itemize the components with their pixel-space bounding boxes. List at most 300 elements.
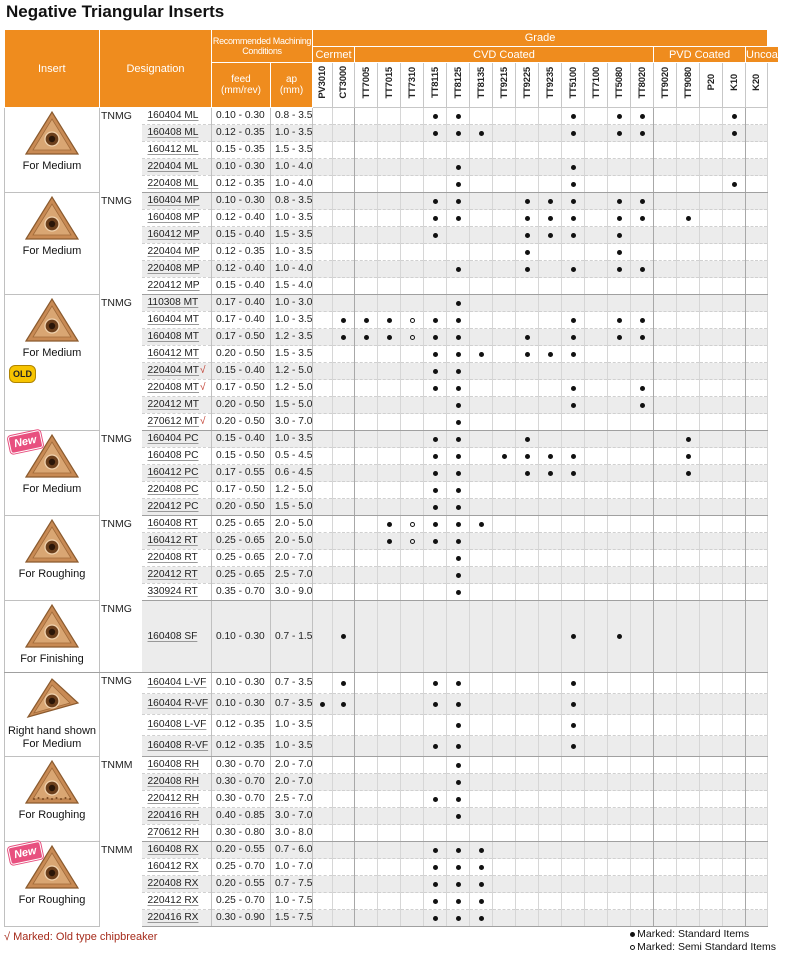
grade-cell <box>470 108 493 125</box>
grade-cell <box>493 715 516 736</box>
grade-cell <box>401 363 424 380</box>
designation-code: 160408 L-VF <box>147 719 207 730</box>
grade-cell <box>562 414 585 431</box>
standard-item-dot-icon <box>433 216 438 221</box>
standard-item-dot-icon <box>525 267 530 272</box>
grade-cell <box>313 601 333 673</box>
grade-cell <box>654 125 677 142</box>
grade-cell <box>401 465 424 482</box>
grade-label: K10 <box>728 74 740 91</box>
ap-cell: 0.7 - 6.0 <box>271 842 313 859</box>
grade-cell <box>539 397 562 414</box>
grade-cell <box>447 142 470 159</box>
grade-cell <box>470 363 493 380</box>
feed-cell: 0.20 - 0.55 <box>212 842 271 859</box>
grade-cell <box>562 859 585 876</box>
grade-cell <box>493 516 516 533</box>
grade-column-header <box>631 63 654 108</box>
grade-cell <box>654 431 677 448</box>
designation-cell <box>142 791 212 808</box>
grade-cell <box>401 125 424 142</box>
grade-cell <box>493 893 516 910</box>
grade-cell <box>562 210 585 227</box>
grade-cell <box>562 808 585 825</box>
grade-cell <box>654 210 677 227</box>
grade-cell <box>746 278 768 295</box>
grade-cell <box>631 791 654 808</box>
grade-cell <box>631 448 654 465</box>
grade-cell <box>493 774 516 791</box>
designation-cell <box>142 465 212 482</box>
grade-cell <box>677 346 700 363</box>
grade-cell <box>424 448 447 465</box>
grade-column-header <box>424 63 447 108</box>
grade-cell <box>746 380 768 397</box>
grade-cell <box>355 859 378 876</box>
standard-item-dot-icon <box>479 848 484 853</box>
standard-item-dot-icon <box>433 386 438 391</box>
grade-cell <box>608 736 631 757</box>
grade-cell <box>493 125 516 142</box>
grade-cell <box>516 159 539 176</box>
grade-cell <box>401 533 424 550</box>
standard-item-dot-icon <box>456 522 461 527</box>
grade-cell <box>608 363 631 380</box>
grade-cell <box>585 346 608 363</box>
grade-cell <box>355 516 378 533</box>
grade-cell <box>313 431 333 448</box>
grade-cell <box>516 715 539 736</box>
grade-cell <box>631 142 654 159</box>
grade-cell <box>539 482 562 499</box>
grade-cell <box>677 431 700 448</box>
grade-cell <box>539 108 562 125</box>
designation-cell <box>142 757 212 774</box>
standard-item-dot-icon <box>479 865 484 870</box>
insert-column-header: Insert <box>5 30 100 108</box>
grade-cell <box>539 329 562 346</box>
grade-column-header <box>585 63 608 108</box>
grade-cell <box>401 482 424 499</box>
grade-cell <box>313 261 333 278</box>
grade-cell <box>723 176 746 193</box>
grade-cell <box>378 278 401 295</box>
feed-cell: 0.25 - 0.65 <box>212 567 271 584</box>
grade-cell <box>378 584 401 601</box>
grade-cell <box>516 295 539 312</box>
grade-column-header <box>401 63 424 108</box>
grade-cell <box>313 694 333 715</box>
designation-code: 160408 RX <box>147 844 199 855</box>
grade-cell <box>677 893 700 910</box>
grade-column-header <box>723 63 746 108</box>
grade-cell <box>700 414 723 431</box>
ap-cell: 2.0 - 7.0 <box>271 550 313 567</box>
grade-cell <box>631 567 654 584</box>
grade-cell <box>677 499 700 516</box>
ap-cell: 0.7 - 1.5 <box>271 601 313 673</box>
grade-cell <box>470 533 493 550</box>
grade-cell <box>585 791 608 808</box>
grade-cell <box>333 465 355 482</box>
ap-cell: 1.2 - 5.0 <box>271 482 313 499</box>
grade-cell <box>313 715 333 736</box>
grade-cell <box>539 584 562 601</box>
grade-cell <box>608 397 631 414</box>
grade-cell <box>516 414 539 431</box>
grade-cell <box>470 346 493 363</box>
recommended-conditions-header: Recommended Machining Conditions <box>212 30 313 63</box>
grade-cell <box>493 295 516 312</box>
grade-cell <box>313 108 333 125</box>
grade-cell <box>355 533 378 550</box>
feed-cell: 0.15 - 0.50 <box>212 448 271 465</box>
grade-cell <box>516 482 539 499</box>
grade-cell <box>355 295 378 312</box>
grade-cell <box>608 482 631 499</box>
standard-item-dot-icon <box>433 916 438 921</box>
grade-cell <box>355 261 378 278</box>
grade-cell <box>424 694 447 715</box>
grade-cell <box>355 791 378 808</box>
grade-cell <box>585 601 608 673</box>
grade-cell <box>654 278 677 295</box>
grade-cell <box>723 715 746 736</box>
grade-cell <box>333 380 355 397</box>
grade-cell <box>333 774 355 791</box>
grade-cell <box>585 193 608 210</box>
grade-cell <box>424 108 447 125</box>
grade-cell <box>355 193 378 210</box>
feed-cell: 0.17 - 0.55 <box>212 465 271 482</box>
grade-cell <box>470 601 493 673</box>
grade-cell <box>677 516 700 533</box>
ap-cell: 1.0 - 7.0 <box>271 859 313 876</box>
grade-cell <box>631 673 654 694</box>
standard-item-dot-icon <box>548 471 553 476</box>
grade-cell <box>631 516 654 533</box>
grade-cell <box>677 876 700 893</box>
grade-cell <box>516 736 539 757</box>
grade-cell <box>401 825 424 842</box>
designation-cell <box>142 694 212 715</box>
grade-cell <box>562 193 585 210</box>
feed-cell: 0.10 - 0.30 <box>212 159 271 176</box>
standard-item-dot-icon <box>571 454 576 459</box>
grade-cell <box>333 842 355 859</box>
grade-cell <box>608 210 631 227</box>
grade-cell <box>493 499 516 516</box>
grade-cell <box>313 193 333 210</box>
grade-cell <box>631 227 654 244</box>
standard-item-dot-icon <box>387 335 392 340</box>
grade-cell <box>424 159 447 176</box>
grade-cell <box>516 448 539 465</box>
grade-column-header <box>493 63 516 108</box>
standard-item-dot-icon <box>640 267 645 272</box>
feed-cell: 0.12 - 0.40 <box>212 261 271 278</box>
grade-cell <box>608 694 631 715</box>
grade-cell <box>333 363 355 380</box>
grade-cell <box>333 448 355 465</box>
insert-cell <box>5 108 100 193</box>
feed-cell: 0.10 - 0.30 <box>212 673 271 694</box>
grade-cell <box>424 431 447 448</box>
feed-cell: 0.40 - 0.85 <box>212 808 271 825</box>
grade-cell <box>313 774 333 791</box>
grade-cell <box>470 295 493 312</box>
grade-cell <box>677 329 700 346</box>
feed-cell: 0.30 - 0.80 <box>212 825 271 842</box>
insert-cell <box>5 601 100 673</box>
grade-cell <box>746 673 768 694</box>
standard-item-dot-icon <box>640 318 645 323</box>
grade-cell <box>562 329 585 346</box>
grade-cell <box>378 859 401 876</box>
feed-cell: 0.17 - 0.50 <box>212 482 271 499</box>
designation-code: 160408 RT <box>147 518 198 529</box>
grade-cell <box>746 757 768 774</box>
grade-cell <box>401 694 424 715</box>
grade-cell <box>677 567 700 584</box>
grade-cell <box>424 414 447 431</box>
grade-cell <box>313 176 333 193</box>
grade-cell <box>424 567 447 584</box>
grade-cell <box>631 482 654 499</box>
standard-item-dot-icon <box>456 814 461 819</box>
designation-code: 160408 MT <box>147 331 200 342</box>
designation-cell <box>142 859 212 876</box>
standard-item-dot-icon <box>571 471 576 476</box>
grade-cell <box>677 125 700 142</box>
grade-cell <box>355 584 378 601</box>
grade-cell <box>677 380 700 397</box>
grade-label: TT9020 <box>659 66 671 99</box>
standard-item-dot-icon <box>571 403 576 408</box>
grade-label: TT8115 <box>429 66 441 98</box>
grade-cell <box>562 278 585 295</box>
designation-code: 160412 MT <box>147 348 200 359</box>
grade-cell <box>562 244 585 261</box>
grade-cell <box>608 193 631 210</box>
standard-item-dot-icon <box>548 199 553 204</box>
ap-cell: 1.0 - 3.5 <box>271 125 313 142</box>
grade-cell <box>378 380 401 397</box>
grade-cell <box>723 516 746 533</box>
grade-column-header <box>516 63 539 108</box>
grade-cell <box>723 465 746 482</box>
grade-cell <box>723 142 746 159</box>
feed-cell: 0.20 - 0.50 <box>212 397 271 414</box>
grade-cell <box>447 673 470 694</box>
standard-item-dot-icon <box>617 267 622 272</box>
grade-label: PV3010 <box>317 66 329 99</box>
grade-cell <box>631 736 654 757</box>
insert-cell <box>5 431 100 516</box>
grade-cell <box>677 584 700 601</box>
grade-cell <box>654 448 677 465</box>
ap-label: ap <box>285 74 298 85</box>
grade-cell <box>516 278 539 295</box>
standard-item-dot-icon <box>433 369 438 374</box>
grade-cell <box>378 159 401 176</box>
grade-cell <box>654 159 677 176</box>
grade-cell <box>493 736 516 757</box>
grade-cell <box>700 910 723 927</box>
designation-prefix: TNMG <box>100 295 142 431</box>
grade-cell <box>631 125 654 142</box>
grade-cell <box>654 516 677 533</box>
feed-cell: 0.12 - 0.40 <box>212 210 271 227</box>
standard-item-dot-icon <box>617 318 622 323</box>
standard-item-dot-icon <box>433 865 438 870</box>
grade-cell <box>654 842 677 859</box>
grade-cell <box>355 125 378 142</box>
designation-cell <box>142 825 212 842</box>
ap-cell: 0.8 - 3.5 <box>271 108 313 125</box>
grade-cell <box>516 363 539 380</box>
grade-cell <box>424 842 447 859</box>
grade-cell <box>470 159 493 176</box>
ap-cell: 1.5 - 3.5 <box>271 142 313 159</box>
standard-item-dot-icon <box>433 522 438 527</box>
grade-cell <box>424 736 447 757</box>
grade-cell <box>746 397 768 414</box>
standard-item-dot-icon <box>640 114 645 119</box>
grade-cell <box>608 125 631 142</box>
grade-cell <box>333 533 355 550</box>
grade-cell <box>424 380 447 397</box>
grade-cell <box>723 550 746 567</box>
standard-item-dot-icon <box>571 199 576 204</box>
designation-code: 160404 ML <box>147 110 199 121</box>
grade-cell <box>700 142 723 159</box>
grade-cell <box>631 876 654 893</box>
old-type-check-icon: √ <box>200 365 206 376</box>
grade-cell <box>631 380 654 397</box>
grade-cell <box>470 329 493 346</box>
grade-cell <box>493 825 516 842</box>
grade-cell <box>746 448 768 465</box>
designation-cell <box>142 584 212 601</box>
grade-cell <box>654 261 677 278</box>
grade-cell <box>401 757 424 774</box>
ap-cell: 0.8 - 3.5 <box>271 193 313 210</box>
grade-cell <box>447 431 470 448</box>
grade-cell <box>355 876 378 893</box>
grade-cell <box>378 244 401 261</box>
designation-prefix: TNMG <box>100 673 142 757</box>
grade-cell <box>746 295 768 312</box>
grade-cell <box>470 261 493 278</box>
grade-cell <box>654 876 677 893</box>
ap-cell: 1.0 - 3.0 <box>271 295 313 312</box>
legend <box>630 928 776 954</box>
grade-cell <box>700 465 723 482</box>
standard-item-dot-icon <box>686 437 691 442</box>
grade-cell <box>447 125 470 142</box>
grade-cell <box>424 893 447 910</box>
grade-cell <box>401 193 424 210</box>
grade-cell <box>447 380 470 397</box>
grade-cell <box>608 859 631 876</box>
grade-cell <box>746 876 768 893</box>
grade-cell <box>516 694 539 715</box>
designation-prefix: TNMG <box>100 601 142 673</box>
grade-cell <box>333 859 355 876</box>
grade-cell <box>539 159 562 176</box>
grade-cell <box>424 125 447 142</box>
grade-cell <box>355 910 378 927</box>
grade-cell <box>355 329 378 346</box>
feed-column-header <box>212 63 271 108</box>
grade-cell <box>313 227 333 244</box>
grade-cell <box>723 736 746 757</box>
grade-cell <box>355 715 378 736</box>
designation-cell <box>142 567 212 584</box>
grade-cell <box>470 193 493 210</box>
standard-item-dot-icon <box>548 216 553 221</box>
grade-cell <box>608 312 631 329</box>
designation-code: 160404 MP <box>147 195 200 206</box>
designation-cell <box>142 244 212 261</box>
designation-code: 220416 RX <box>147 912 199 923</box>
grade-cell <box>516 176 539 193</box>
ap-cell: 1.5 - 4.0 <box>271 278 313 295</box>
ap-cell: 1.0 - 3.5 <box>271 210 313 227</box>
grade-cell <box>447 736 470 757</box>
grade-cell <box>401 791 424 808</box>
grade-cell <box>333 736 355 757</box>
grade-cell <box>378 757 401 774</box>
grade-cell <box>355 227 378 244</box>
grade-label: CT3000 <box>338 66 350 99</box>
standard-item-dot-icon <box>456 471 461 476</box>
grade-cell <box>677 448 700 465</box>
grade-cell <box>447 363 470 380</box>
grade-cell <box>378 448 401 465</box>
designation-cell <box>142 533 212 550</box>
grade-cell <box>424 346 447 363</box>
grade-cell <box>585 715 608 736</box>
grade-cell <box>355 842 378 859</box>
grade-cell <box>447 694 470 715</box>
grade-cell <box>677 363 700 380</box>
standard-item-dot-icon <box>479 131 484 136</box>
grade-cell <box>470 715 493 736</box>
grade-cell <box>516 499 539 516</box>
ap-cell: 3.0 - 7.0 <box>271 414 313 431</box>
insert-caption: For Roughing <box>18 809 86 821</box>
standard-item-dot-icon <box>341 335 346 340</box>
designation-code: 160408 ML <box>147 127 199 138</box>
grade-cell <box>313 516 333 533</box>
grade-cell <box>355 567 378 584</box>
grade-cell <box>700 431 723 448</box>
standard-item-dot-icon <box>341 681 346 686</box>
grade-cell <box>746 825 768 842</box>
grade-cell <box>378 774 401 791</box>
feed-cell: 0.10 - 0.30 <box>212 694 271 715</box>
designation-code: 160412 PC <box>147 467 199 478</box>
grade-cell <box>677 142 700 159</box>
grade-cell <box>447 825 470 842</box>
grade-cell <box>333 176 355 193</box>
grade-cell <box>424 261 447 278</box>
grade-cell <box>539 176 562 193</box>
grade-cell <box>378 295 401 312</box>
grade-cell <box>470 312 493 329</box>
